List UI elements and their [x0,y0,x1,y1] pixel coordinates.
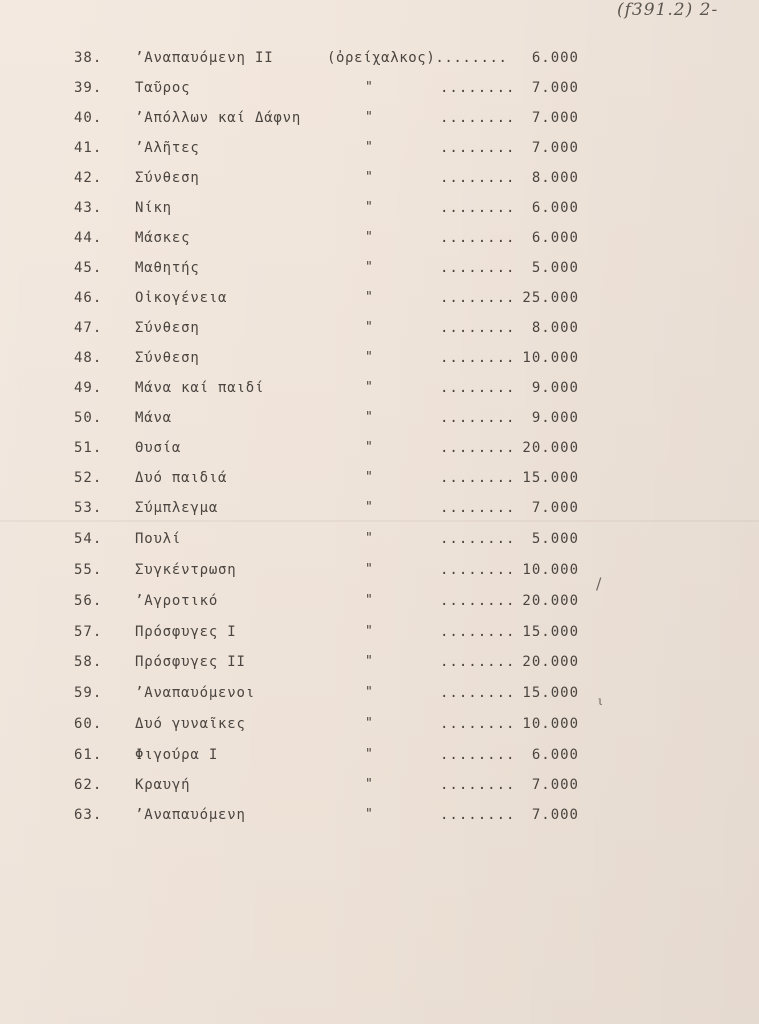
artwork-title: ’Αναπαυόμενη [135,807,246,823]
entry-number: 48. [74,350,103,366]
entry-number: 62. [74,777,103,793]
artwork-price: 6.000 [531,230,579,246]
artwork-price: 7.000 [531,500,579,516]
list-item [0,496,759,520]
artwork-price: 10.000 [522,350,579,366]
artwork-price: 10.000 [522,562,579,578]
ditto-mark: " [365,654,373,669]
entry-number: 58. [74,654,103,670]
leader-dots: ........ [440,260,516,276]
entry-number: 61. [74,747,103,763]
leader-dots: ........ [440,110,516,126]
leader-dots: ........ [440,562,516,578]
artwork-price: 20.000 [522,440,579,456]
entry-number: 56. [74,593,103,609]
paper-fold-line [0,520,759,522]
artwork-title: Νίκη [135,200,172,216]
leader-dots: ........ [440,654,516,670]
list-item [0,316,759,340]
artwork-price: 9.000 [531,380,579,396]
artwork-title: Πρόσφυγες ΙΙ [135,654,246,670]
handwritten-page-reference: (f391.2) 2- [617,0,719,20]
ditto-mark: " [365,320,373,335]
entry-number: 55. [74,562,103,578]
list-item [0,256,759,280]
entry-number: 43. [74,200,103,216]
leader-dots: ........ [440,807,516,823]
leader-dots: ........ [440,593,516,609]
entry-number: 44. [74,230,103,246]
artwork-price: 10.000 [522,716,579,732]
ditto-mark: " [365,260,373,275]
leader-dots: ........ [440,320,516,336]
artwork-price: 20.000 [522,654,579,670]
leader-dots: ........ [440,440,516,456]
entry-number: 59. [74,685,103,701]
artwork-price: 15.000 [522,470,579,486]
artwork-price: 15.000 [522,624,579,640]
entry-number: 52. [74,470,103,486]
leader-dots: ........ [440,410,516,426]
list-item [0,76,759,100]
list-item [0,376,759,400]
leader-dots: ........ [440,140,516,156]
artwork-title: ’Απόλλων καί Δάφνη [135,110,302,126]
leader-dots: ........ [440,747,516,763]
artwork-title: ’Αλῆτες [135,140,200,156]
leader-dots: ........ [440,230,516,246]
ditto-mark: " [365,531,373,546]
ditto-mark: " [365,200,373,215]
artwork-price: 7.000 [531,110,579,126]
artwork-title: Πουλί [135,531,182,547]
leader-dots: ........ [440,290,516,306]
leader-dots: ........ [440,470,516,486]
artwork-price: 15.000 [522,685,579,701]
margin-pencil-mark: ι [598,694,603,708]
artwork-title: Σύνθεση [135,350,200,366]
artwork-price: 6.000 [531,50,579,66]
artwork-title: Οἰκογένεια [135,290,228,306]
list-item [0,589,759,613]
list-item [0,466,759,490]
artwork-title: ’Αναπαυόμενοι [135,685,255,701]
list-item [0,620,759,644]
artwork-price: 9.000 [531,410,579,426]
leader-dots: ........ [440,716,516,732]
entry-number: 57. [74,624,103,640]
artwork-title: ’Αναπαυόμενη ΙΙ [135,50,274,66]
list-item [0,46,759,70]
leader-dots: ........ [440,624,516,640]
leader-dots: ........ [440,777,516,793]
artwork-price: 7.000 [531,140,579,156]
entry-number: 63. [74,807,103,823]
leader-dots: ........ [440,685,516,701]
artwork-title: Συγκέντρωση [135,562,237,578]
artwork-price: 7.000 [531,777,579,793]
ditto-mark: " [365,777,373,792]
ditto-mark: " [365,685,373,700]
artwork-title: Ταῦρος [135,80,191,96]
artwork-title: Μάνα καί παιδί [135,380,265,396]
ditto-mark: " [365,470,373,485]
leader-dots: ........ [440,350,516,366]
artwork-price: 5.000 [531,531,579,547]
entry-number: 49. [74,380,103,396]
list-item [0,527,759,551]
list-item [0,558,759,582]
ditto-mark: " [365,80,373,95]
artwork-title: Μαθητής [135,260,200,276]
ditto-mark: " [365,593,373,608]
ditto-mark: " [365,500,373,515]
list-item [0,286,759,310]
list-item [0,712,759,736]
artwork-title: Μάσκες [135,230,191,246]
artwork-title: Θυσία [135,440,182,456]
list-item [0,226,759,250]
list-item [0,136,759,160]
artwork-title: Μάνα [135,410,172,426]
artwork-price: 6.000 [531,200,579,216]
artwork-title: Πρόσφυγες Ι [135,624,237,640]
entry-number: 46. [74,290,103,306]
ditto-mark: " [365,170,373,185]
artwork-price: 7.000 [531,80,579,96]
entry-number: 45. [74,260,103,276]
list-item [0,803,759,827]
artwork-material: (ὀρείχαλκος)........ [327,50,508,66]
ditto-mark: " [365,140,373,155]
artwork-price: 8.000 [531,320,579,336]
ditto-mark: " [365,562,373,577]
entry-number: 40. [74,110,103,126]
list-item [0,650,759,674]
ditto-mark: " [365,350,373,365]
ditto-mark: " [365,807,373,822]
list-item [0,196,759,220]
entry-number: 47. [74,320,103,336]
artwork-price: 25.000 [522,290,579,306]
artwork-price: 5.000 [531,260,579,276]
ditto-mark: " [365,624,373,639]
list-item [0,773,759,797]
artwork-title: Κραυγή [135,777,191,793]
list-item [0,743,759,767]
artwork-price: 6.000 [531,747,579,763]
ditto-mark: " [365,230,373,245]
ditto-mark: " [365,380,373,395]
artwork-title: Σύνθεση [135,320,200,336]
leader-dots: ........ [440,380,516,396]
leader-dots: ........ [440,531,516,547]
list-item [0,106,759,130]
leader-dots: ........ [440,80,516,96]
artwork-price: 8.000 [531,170,579,186]
ditto-mark: " [365,716,373,731]
entry-number: 54. [74,531,103,547]
entry-number: 42. [74,170,103,186]
entry-number: 51. [74,440,103,456]
ditto-mark: " [365,747,373,762]
artwork-title: Σύνθεση [135,170,200,186]
ditto-mark: " [365,410,373,425]
artwork-title: ’Αγροτικό [135,593,219,609]
artwork-price: 7.000 [531,807,579,823]
entry-number: 38. [74,50,103,66]
leader-dots: ........ [440,170,516,186]
artwork-title: Σύμπλεγμα [135,500,219,516]
entry-number: 53. [74,500,103,516]
artwork-title: Δυό γυναῖκες [135,716,246,732]
leader-dots: ........ [440,500,516,516]
artwork-title: Φιγούρα Ι [135,747,219,763]
ditto-mark: " [365,290,373,305]
entry-number: 50. [74,410,103,426]
margin-pencil-mark: / [596,574,602,593]
entry-number: 41. [74,140,103,156]
entry-number: 60. [74,716,103,732]
list-item [0,166,759,190]
list-item [0,346,759,370]
artwork-title: Δυό παιδιά [135,470,228,486]
list-item [0,406,759,430]
ditto-mark: " [365,110,373,125]
list-item [0,681,759,705]
leader-dots: ........ [440,200,516,216]
entry-number: 39. [74,80,103,96]
ditto-mark: " [365,440,373,455]
list-item [0,436,759,460]
artwork-price: 20.000 [522,593,579,609]
